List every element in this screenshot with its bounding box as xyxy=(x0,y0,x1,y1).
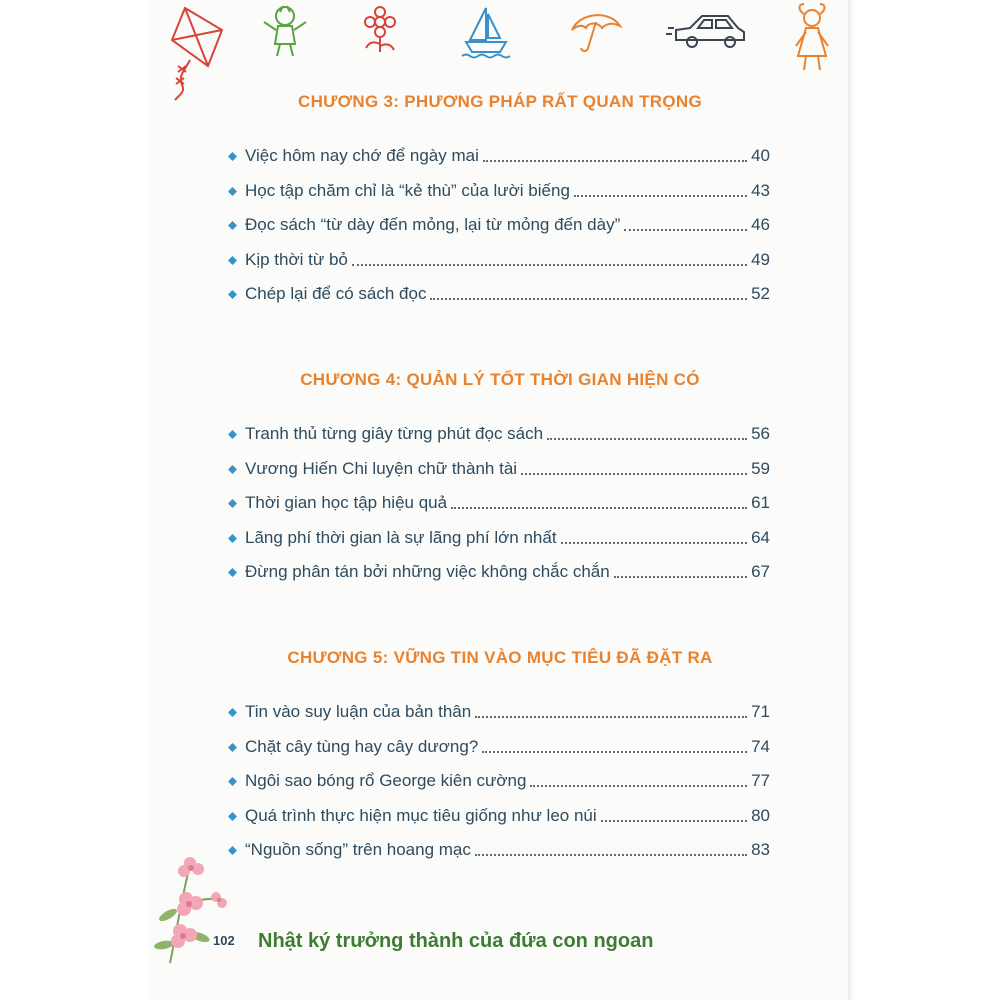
sailboat-icon xyxy=(462,8,510,58)
page-edge xyxy=(848,0,854,1000)
toc-entry xyxy=(228,802,770,826)
dot-leader xyxy=(547,438,747,440)
entry-page-number: 52 xyxy=(751,284,770,303)
toc-entry xyxy=(228,211,770,235)
entry-page-number: 49 xyxy=(751,249,770,269)
toc-entry xyxy=(228,524,770,548)
toc-entry xyxy=(228,246,770,270)
entry-page-number: 40 xyxy=(751,146,770,165)
entry-title: Tranh thủ từng giây từng phút đọc sách xyxy=(245,424,544,443)
diamond-bullet-icon xyxy=(228,534,237,543)
dot-leader xyxy=(530,785,747,787)
entry-page-number: 80 xyxy=(751,805,770,825)
entry-title: Quá trình thực hiện mục tiêu giống như leo núi xyxy=(245,805,597,825)
flower-branch-icon xyxy=(150,845,270,965)
toc-entry xyxy=(228,733,770,757)
diamond-bullet-icon xyxy=(228,152,237,161)
entry-page-number: 59 xyxy=(751,458,770,478)
diamond-bullet-icon xyxy=(228,430,237,439)
dot-leader xyxy=(352,264,747,266)
toc-entry xyxy=(228,489,770,513)
entry-title: “Nguồn sống” trên hoang mạc xyxy=(245,840,471,859)
entry-page-number: 77 xyxy=(751,771,770,790)
entry-title: Tin vào suy luận của bản thân xyxy=(245,702,472,721)
umbrella-icon xyxy=(572,15,620,51)
diamond-bullet-icon xyxy=(228,708,237,717)
dot-leader xyxy=(624,229,747,231)
toc-entry xyxy=(228,455,770,479)
child-icon xyxy=(264,6,306,56)
dot-leader xyxy=(451,507,747,509)
flower-icon xyxy=(365,7,395,52)
toc-entry xyxy=(228,420,770,444)
dot-leader xyxy=(475,716,747,718)
dot-leader xyxy=(483,160,747,162)
entry-page-number: 56 xyxy=(751,424,770,443)
entry-title: Chặt cây tùng hay cây dương? xyxy=(245,736,479,756)
diamond-bullet-icon xyxy=(228,465,237,474)
dot-leader xyxy=(430,298,747,300)
entry-page-number: 83 xyxy=(751,840,770,859)
chapter-heading: CHƯƠNG 4: QUẢN LÝ TỐT THỜI GIAN HIỆN CÓ xyxy=(300,370,700,389)
dot-leader xyxy=(614,576,747,578)
toc-entry xyxy=(228,280,770,304)
entry-title: Chép lại để có sách đọc xyxy=(245,284,427,303)
toc-entry xyxy=(228,177,770,201)
dot-leader xyxy=(601,820,747,822)
diamond-bullet-icon xyxy=(228,777,237,786)
dot-leader xyxy=(482,751,747,753)
kite-icon xyxy=(172,8,222,100)
chapter-heading: CHƯƠNG 3: PHƯƠNG PHÁP RẤT QUAN TRỌNG xyxy=(298,92,702,111)
entry-page-number: 64 xyxy=(751,527,770,547)
toc-entry xyxy=(228,836,770,860)
entry-page-number: 71 xyxy=(751,702,770,721)
diamond-bullet-icon xyxy=(228,499,237,508)
girl-icon xyxy=(796,4,828,70)
car-icon xyxy=(666,16,744,47)
toc-entry xyxy=(228,558,770,582)
entry-title: Đừng phân tán bởi những việc không chắc chắn xyxy=(245,562,610,581)
entry-page-number: 46 xyxy=(751,215,770,234)
chapter-heading: CHƯƠNG 5: VỮNG TIN VÀO MỤC TIÊU ĐÃ ĐẶT RA xyxy=(287,648,713,667)
entry-page-number: 67 xyxy=(751,562,770,581)
book-title: Nhật ký trưởng thành của đứa con ngoan xyxy=(258,930,654,952)
entry-page-number: 61 xyxy=(751,493,770,512)
dot-leader xyxy=(521,473,747,475)
entry-title: Lãng phí thời gian là sự lãng phí lớn nhất xyxy=(245,527,557,547)
diamond-bullet-icon xyxy=(228,290,237,299)
diamond-bullet-icon xyxy=(228,812,237,821)
diamond-bullet-icon xyxy=(228,221,237,230)
page-number: 102 xyxy=(213,933,235,948)
toc-entry xyxy=(228,767,770,791)
entry-page-number: 74 xyxy=(751,736,770,756)
entry-title: Kịp thời từ bỏ xyxy=(245,249,348,269)
diamond-bullet-icon xyxy=(228,256,237,265)
entry-title: Vương Hiến Chi luyện chữ thành tài xyxy=(245,458,518,478)
toc-entry xyxy=(228,142,770,166)
entry-title: Học tập chăm chỉ là “kẻ thù” của lười biếng xyxy=(245,180,570,200)
entry-title: Ngôi sao bóng rổ George kiên cường xyxy=(245,771,527,790)
dot-leader xyxy=(475,854,747,856)
entry-page-number: 43 xyxy=(751,180,770,200)
dot-leader xyxy=(561,542,748,544)
entry-title: Đọc sách “từ dày đến mỏng, lại từ mỏng đến dày” xyxy=(245,215,621,234)
diamond-bullet-icon xyxy=(228,743,237,752)
toc-entry xyxy=(228,698,770,722)
diamond-bullet-icon xyxy=(228,187,237,196)
entry-title: Thời gian học tập hiệu quả xyxy=(245,493,448,512)
dot-leader xyxy=(574,195,747,197)
diamond-bullet-icon xyxy=(228,568,237,577)
entry-title: Việc hôm nay chớ để ngày mai xyxy=(245,146,479,165)
